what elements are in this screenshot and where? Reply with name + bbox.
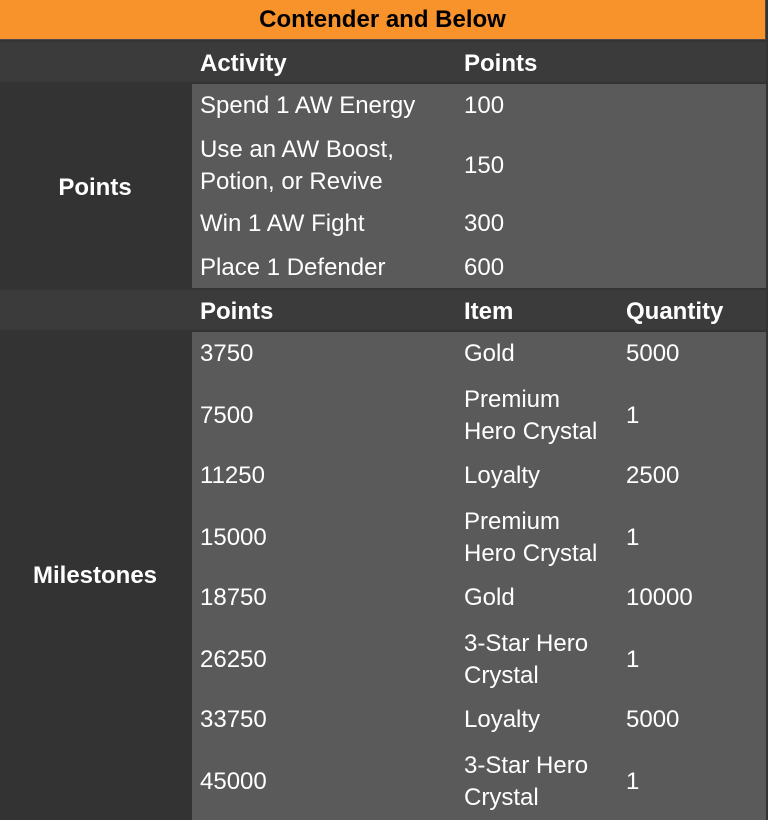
header-item: Item	[464, 298, 514, 325]
header-activity: Activity	[200, 50, 287, 77]
milestones-header-row	[0, 290, 766, 330]
milestone-quantity-cell: 1	[626, 768, 640, 795]
header-points: Points	[200, 298, 274, 325]
milestone-points-cell: 33750	[200, 706, 267, 733]
points-cell: 600	[464, 254, 505, 281]
milestone-quantity-cell: 1	[626, 402, 640, 429]
milestone-points-cell: 3750	[200, 340, 254, 367]
activity-cell: Use an AW Boost, Potion, or Revive	[200, 136, 394, 195]
milestones-section-label: Milestones	[32, 562, 158, 589]
milestone-item-cell: Gold	[464, 340, 515, 367]
milestone-quantity-cell: 5000	[626, 340, 680, 367]
milestone-points-cell: 26250	[200, 646, 267, 673]
milestones-section-label-cell	[0, 332, 190, 820]
points-section-label: Points	[58, 174, 132, 201]
milestone-quantity-cell: 5000	[626, 706, 680, 733]
header-points: Points	[464, 50, 538, 77]
milestone-item-cell: Gold	[464, 584, 515, 611]
milestone-item-cell: Loyalty	[464, 462, 541, 489]
milestone-item-cell: Premium Hero Crystal	[464, 386, 598, 445]
milestone-points-cell: 18750	[200, 584, 267, 611]
points-section-label-cell	[0, 84, 190, 288]
milestone-quantity-cell: 10000	[626, 584, 693, 611]
milestone-points-cell: 45000	[200, 768, 267, 795]
points-cell: 150	[464, 152, 505, 179]
milestone-item-cell: Premium Hero Crystal	[464, 508, 598, 567]
milestones-section-body	[192, 332, 766, 820]
milestone-quantity-cell: 2500	[626, 462, 680, 489]
milestone-quantity-cell: 1	[626, 524, 640, 551]
activity-cell: Win 1 AW Fight	[200, 210, 365, 237]
milestone-item-cell: Loyalty	[464, 706, 541, 733]
activity-cell: Spend 1 AW Energy	[200, 92, 416, 119]
milestone-item-cell: 3-Star Hero Crystal	[464, 752, 589, 811]
points-cell: 300	[464, 210, 505, 237]
points-section-body	[192, 84, 766, 288]
table-title-bar	[0, 0, 766, 40]
points-cell: 100	[464, 92, 505, 119]
milestone-quantity-cell: 1	[626, 646, 640, 673]
milestone-points-cell: 15000	[200, 524, 267, 551]
table-title: Contender and Below	[259, 6, 506, 33]
milestone-points-cell: 11250	[200, 462, 265, 489]
points-header-row	[0, 42, 766, 82]
activity-cell: Place 1 Defender	[200, 254, 386, 281]
header-quantity: Quantity	[626, 298, 724, 325]
milestone-item-cell: 3-Star Hero Crystal	[464, 630, 589, 689]
milestone-points-cell: 7500	[200, 402, 254, 429]
